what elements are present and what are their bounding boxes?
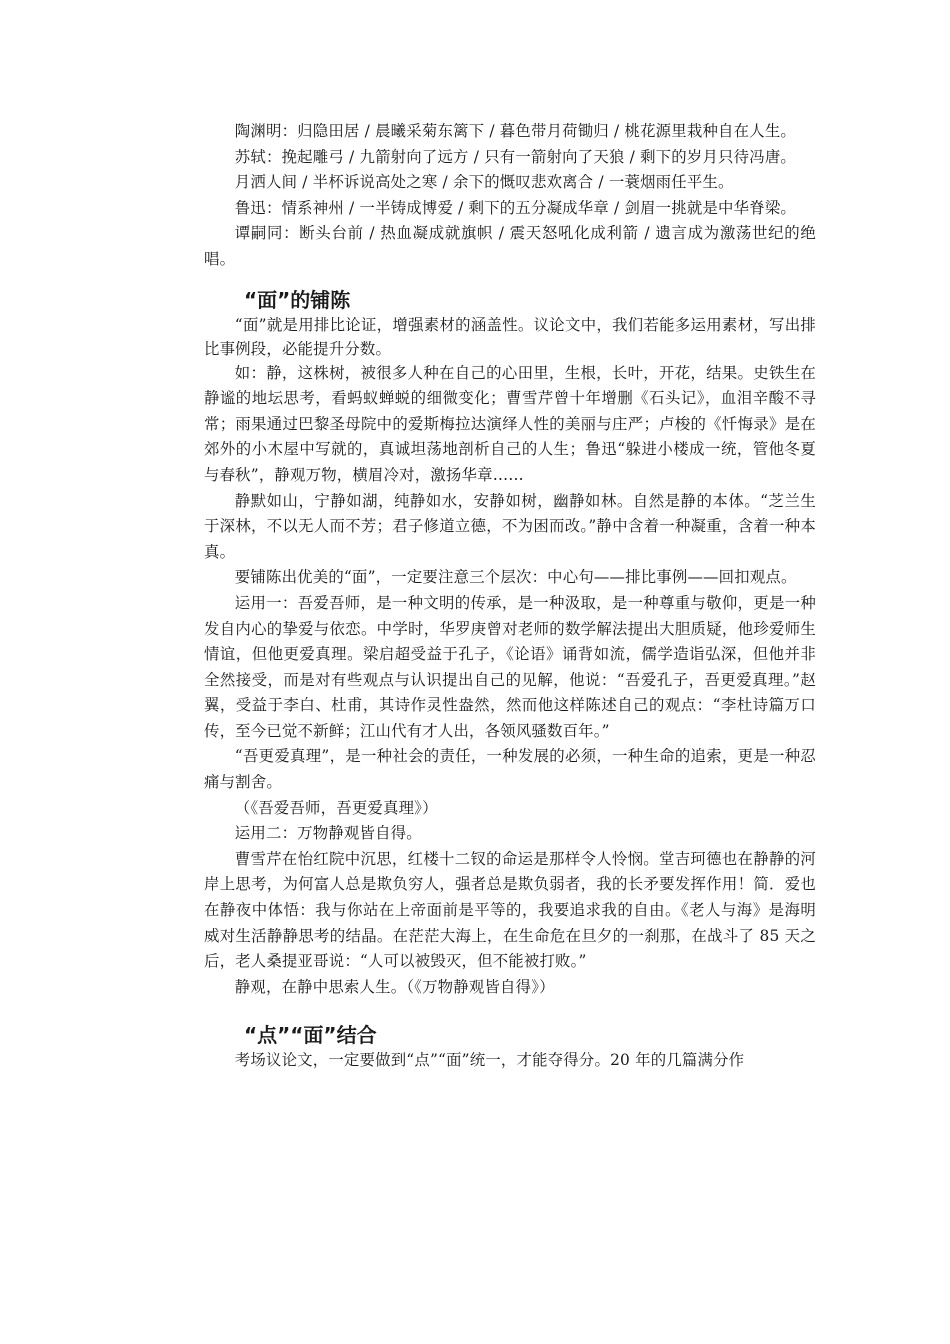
poem-line-lu-xun: 鲁迅：情系神州 / 一半铸成博爱 / 剩下的五分凝成华章 / 剑眉一挑就是中华脊梁。 xyxy=(234,198,796,217)
poem-line-tao-yuanming: 陶渊明：归隐田居 / 晨曦采菊东篱下 / 暮色带月荷锄归 / 桃花源里栽种自在人生。 xyxy=(234,122,796,140)
poem-line-tan-sitong: 谭嗣同：断头台前 / 热血凝成就旗帜 / 震天怒吼化成利箭 / 遗言成为激荡世纪的绝唱。 xyxy=(204,224,816,268)
paragraph-usage-one: 运用一：吾爱吾师，是一种文明的传承，是一种汲取，是一种尊重与敬仰，更是一种发自内心的挚爱与依恋。中学时，华罗庚曾对老师的数学解法提出大胆质疑，他珍爱师生情谊，但他更爱真理。梁启超受益于孔子，《论语》诵背如流，儒学造诣弘深，但他并非全然接受，而是对有些观点与认识提出自己的见解，他说：“吾爱孔子，吾更爱真理。”赵翼，受益于李白、杜甫，其诗作灵性盎然，然而他这样陈述自己的观点：“李杜诗篇万口传，至今已觉不新鲜；江山代有才人出，各领风骚数百年。” xyxy=(204,593,816,740)
paragraph-mian-definition: “面”就是用排比论证，增强素材的涵盖性。议论文中，我们若能多运用素材，写出排比事例段，必能提升分数。 xyxy=(204,315,816,358)
paragraph-usage-two: 运用二：万物静观皆自得。 xyxy=(234,824,422,843)
paragraph-usage-two-conclusion: 静观，在静中思索人生。（《万物静观皆自得》） xyxy=(234,977,555,996)
paragraph-usage-one-conclusion: “吾更爱真理”，是一种社会的责任，一种发展的必须，一种生命的追索，更是一种忍痛与割舍。 xyxy=(204,747,816,792)
paragraph-example-jing: 如：静，这株树，被很多人种在自己的心田里，生根，长叶，开花，结果。史铁生在静谧的地坛思考，看蚂蚁蝉蜕的细微变化；曹雪芹曾十年增删《石头记》，血泪辛酸不寻常；雨果通过巴黎圣母院中的爱斯梅拉达演绎人性的美丽与庄严；卢梭的《忏悔录》是在郊外的小木屋中写就的，真诚坦荡地剖析自己的人生；鲁迅“躲进小楼成一统，管他冬夏与春秋”，静观万物，横眉冷对，激扬华章…… xyxy=(204,363,816,484)
poem-line-su-shi-continued: 月洒人间 / 半杯诉说高处之寒 / 余下的慨叹悲欢离合 / 一蓑烟雨任平生。 xyxy=(234,173,734,192)
section-heading-mian: “面”的铺陈 xyxy=(244,287,351,312)
paragraph-dian-mian-intro: 考场议论文，一定要做到“点”“面”统一，才能夺得分。20 年的几篇满分作 xyxy=(234,1051,745,1070)
paragraph-jing-summary: 静默如山，宁静如湖，纯静如水，安静如树，幽静如林。自然是静的本体。“芝兰生于深林，不以无人而不芳；君子修道立德，不为困而改。”静中含着一种凝重，含着一种本真。 xyxy=(204,491,816,561)
paragraph-usage-two-body: 曹雪芹在怡红院中沉思，红楼十二钗的命运是那样令人怜悯。堂吉珂德也在静静的河岸上思考，为何富人总是欺负穷人，强者总是欺负弱者，我的长矛要发挥作用！简．爱也在静夜中体悟：我与你站在上帝面前是平等的，我要追求我的自由。《老人与海》是海明威对生活静静思考的结晶。在茫茫大海上，在生命危在旦夕的一刹那，在战斗了 85 天之后，老人桑提亚哥说：“人可以被毁灭，但不能被打败。” xyxy=(204,849,816,971)
paragraph-three-levels: 要铺陈出优美的“面”，一定要注意三个层次：中心句——排比事例——回扣观点。 xyxy=(234,568,797,587)
paragraph-usage-one-source: （《吾爱吾师，吾更爱真理》） xyxy=(234,798,438,817)
document-body xyxy=(204,119,816,1074)
section-heading-dian-mian: “点”“面”结合 xyxy=(244,1023,377,1048)
poem-line-su-shi: 苏轼：挽起雕弓 / 九箭射向了远方 / 只有一箭射向了天狼 / 剩下的岁月只待冯唐。 xyxy=(234,147,796,166)
